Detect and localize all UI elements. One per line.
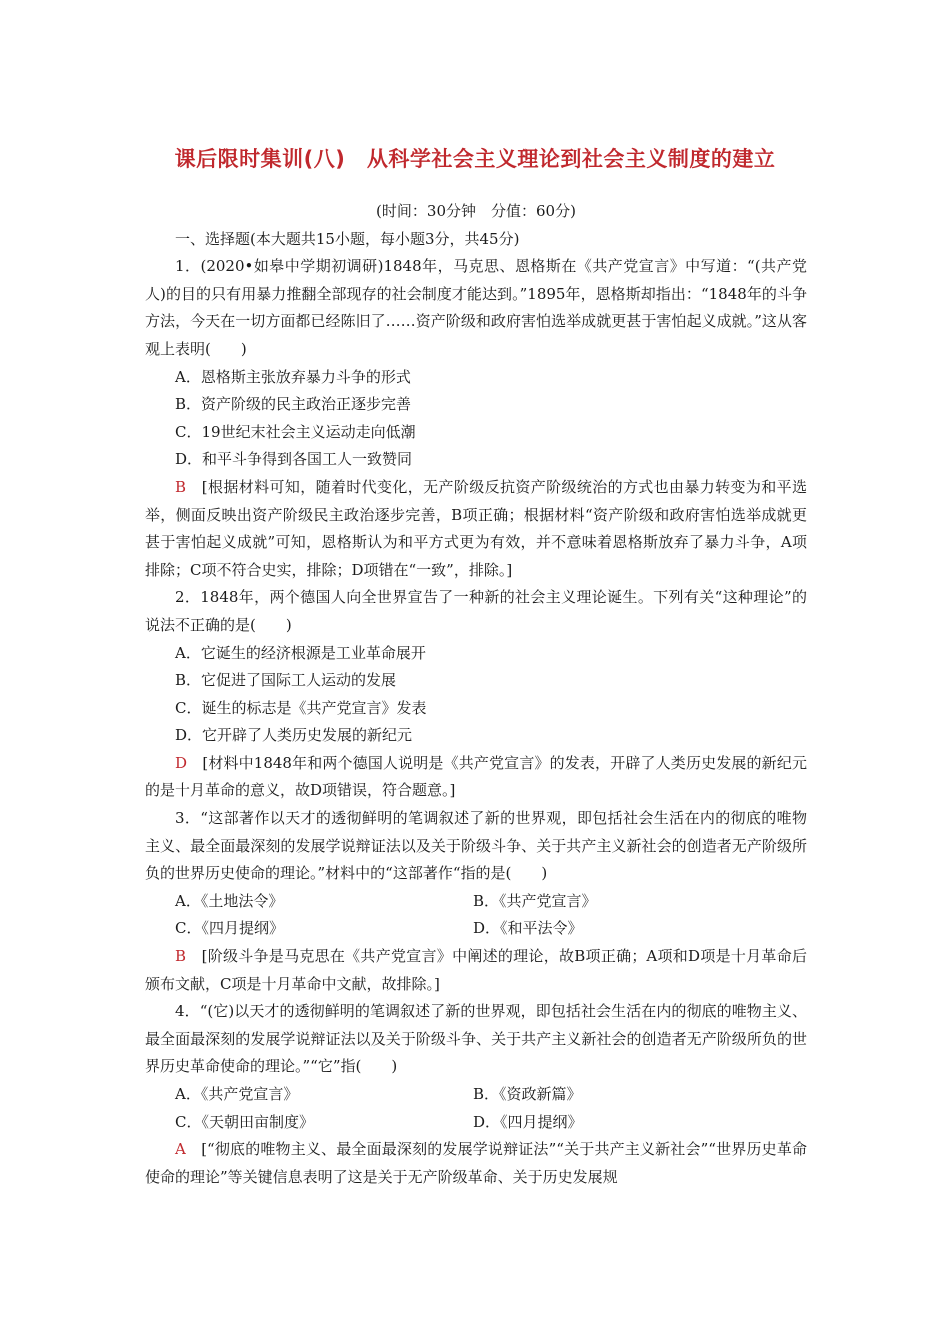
section-heading: 一、选择题(本大题共15小题，每小题3分，共45分) [175,229,520,248]
question-1-stem: 1．(2020•如皋中学期初调研)1848年，马克思、恩格斯在《共产党宣言》中写道：“(共产党人)的目的只有用暴力推翻全部现存的社会制度才能达到。”1895年，恩格斯却指出：“1848年的斗争方法，今天在一切方面都已经陈旧了……资产阶级和政府害怕选举成就更甚于害怕起义成就。”这从客观上表明( ) [145,257,807,358]
question-1-answer [145,474,807,584]
question-4-option-c: C．《天朝田亩制度》 [175,1112,314,1131]
document-body [145,198,807,1191]
question-1-option-b: B．资产阶级的民主政治正逐步完善 [175,395,412,414]
question-2-option-a: A．它诞生的经济根源是工业革命展开 [175,643,426,662]
question-3-option-d: D．《和平法令》 [473,919,583,938]
question-3-answer [145,943,807,998]
answer-explanation: [阶级斗争是马克思在《共产党宣言》中阐述的理论，故B项正确；A项和D项是十月革命后颁布文献，C项是十月革命中文献，故排除。] [145,947,807,993]
answer-letter: B [175,477,187,496]
question-1-option-a: A．恩格斯主张放弃暴力斗争的形式 [175,367,411,386]
answer-explanation: [材料中1848年和两个德国人说明是《共产党宣言》的发表，开辟了人类历史发展的新纪元的是十月革命的意义，故D项错误，符合题意。] [145,753,807,800]
question-4-option-a: A．《共产党宣言》 [175,1085,299,1103]
answer-letter: D [175,753,188,772]
answer-letter: A [175,1140,186,1159]
answer-explanation: [“彻底的唯物主义、最全面最深刻的发展学说辩证法”“关于共产主义新社会”“世界历史革命使命的理论”等关键信息表明了这是关于无产阶级革命、关于历史发展规 [145,1140,807,1186]
question-1-option-d: D．和平斗争得到各国工人一致赞同 [175,450,413,469]
answer-letter: B [175,947,187,966]
question-4-options-row-1 [145,1081,807,1109]
question-2-option-c: C．诞生的标志是《共产党宣言》发表 [175,698,427,717]
question-1-option-c: C．19世纪末社会主义运动走向低潮 [175,422,416,441]
question-3-options-row-1 [145,888,807,916]
question-3-option-c: C．《四月提纲》 [175,919,284,938]
question-4-answer [145,1136,807,1191]
document-title: 课后限时集训(八) 从科学社会主义理论到社会主义制度的建立 [174,147,776,171]
question-4-stem: 4．“(它)以天才的透彻鲜明的笔调叙述了新的世界观，即包括社会生活在内的彻底的唯物主义、最全面最深刻的发展学说辩证法以及关于阶级斗争、关于共产主义新社会的创造者无产阶级所负的世界历史革命使命的理论。”“它”指( ) [145,1002,807,1076]
question-2-answer [145,750,807,805]
question-4-option-d: D．《四月提纲》 [473,1112,583,1131]
answer-explanation: [根据材料可知，随着时代变化，无产阶级反抗资产阶级统治的方式也由暴力转变为和平选举，侧面反映出资产阶级民主政治逐步完善，B项正确；根据材料“资产阶级和政府害怕选举成就更甚于害怕起义成就”可知，恩格斯认为和平方式更为有效，并不意味着恩格斯放弃了暴力斗争，A项排除；C项不符合史实，排除；D项错在“一致”，排除。] [145,477,807,579]
question-3-option-b: B．《共产党宣言》 [473,891,597,910]
time-score-info: (时间：30分钟 分值：60分) [376,202,576,220]
question-4-options-row-2 [145,1109,807,1137]
question-3-stem: 3．“这部著作以天才的透彻鲜明的笔调叙述了新的世界观，即包括社会生活在内的彻底的唯物主义、最全面最深刻的发展学说辩证法以及关于阶级斗争、关于共产主义新社会的创造者无产阶级所负的世界历史使命的理论。”材料中的“这部著作“指的是( ) [145,809,807,883]
question-3-option-a: A．《土地法令》 [175,891,284,910]
question-2-option-d: D．它开辟了人类历史发展的新纪元 [175,726,413,745]
question-3-options-row-2 [145,915,807,943]
question-4-option-b: B．《资政新篇》 [473,1085,582,1103]
question-2-option-b: B．它促进了国际工人运动的发展 [175,671,397,690]
question-2-stem: 2．1848年，两个德国人向全世界宣告了一种新的社会主义理论诞生。下列有关“这种理论”的说法不正确的是( ) [145,588,807,634]
